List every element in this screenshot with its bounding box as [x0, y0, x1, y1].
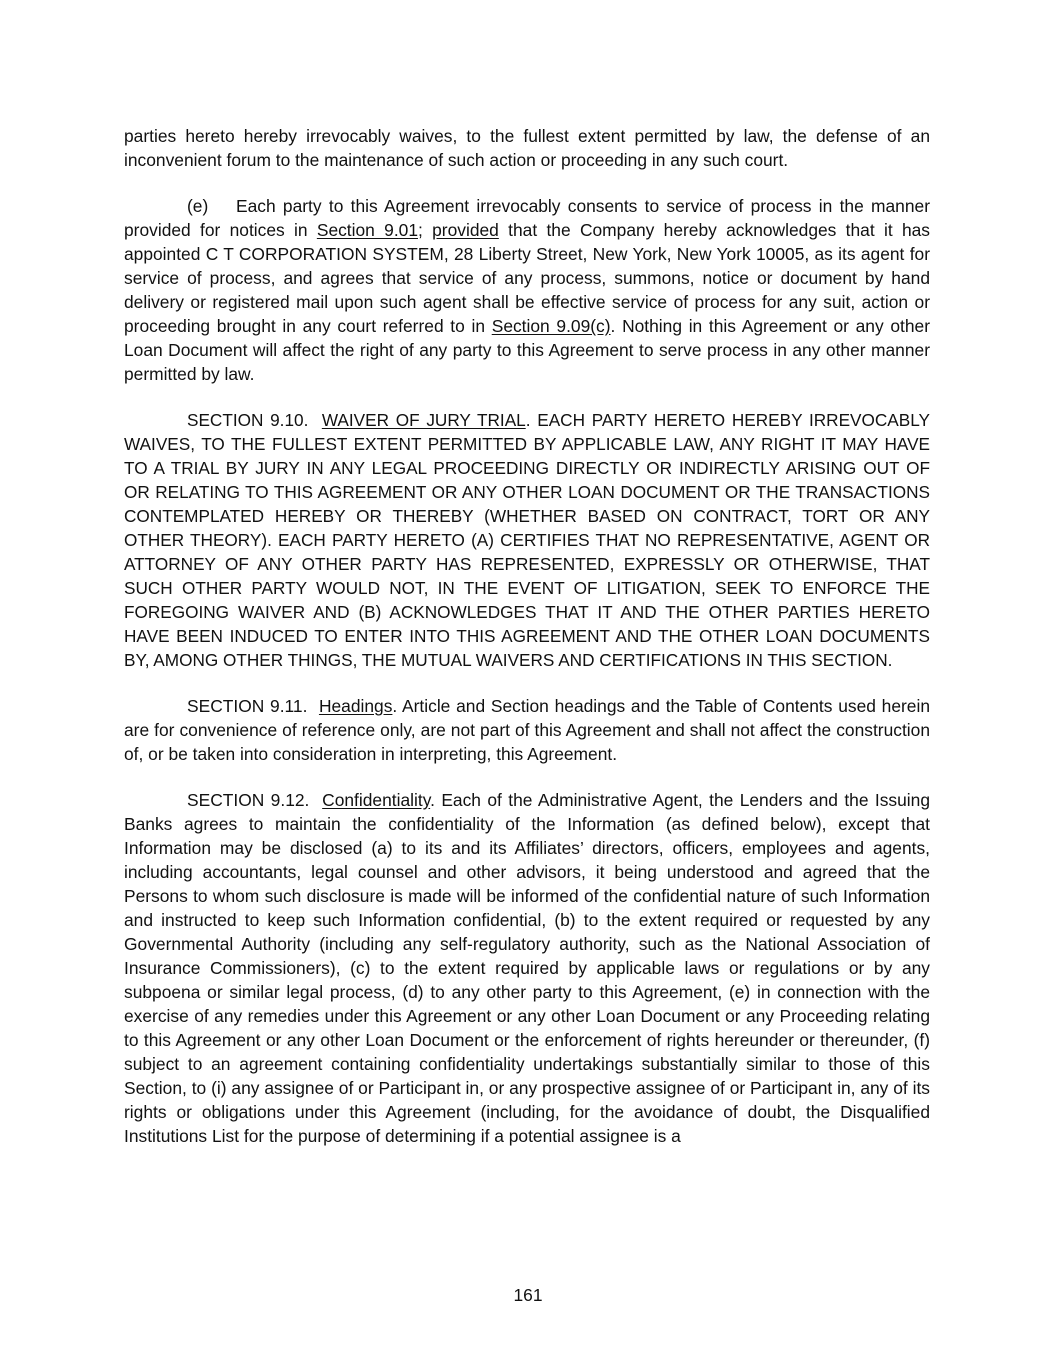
section-9-10-body: . EACH PARTY HERETO HEREBY IRREVOCABLY WAIVES, TO THE FULLEST EXTENT PERMITTED BY APPLICABLE LAW, ANY RIGHT IT MAY HAVE TO A TRIAL BY JURY IN ANY LEGAL PROCEEDING DIRECTLY OR INDIRECTLY ARISING OUT OF OR RELATING TO THIS AGREEMENT OR ANY OTHER LOAN DOCUMENT OR THE TRANSACTIONS CONTEMPLATED HEREBY OR THEREBY (WHETHER BASED ON CONTRACT, TORT OR ANY OTHER THEORY). EACH PARTY HERETO (A) CERTIFIES THAT NO REPRESENTATIVE, AGENT OR ATTORNEY OF ANY OTHER PARTY HAS REPRESENTED, EXPRESSLY OR OTHERWISE, THAT SUCH OTHER PARTY WOULD NOT, IN THE EVENT OF LITIGATION, SEEK TO ENFORCE THE FOREGOING WAIVER AND (B) ACKNOWLEDGES THAT IT AND THE OTHER PARTIES HERETO HAVE BEEN INDUCED TO ENTER INTO THIS AGREEMENT AND THE OTHER LOAN DOCUMENTS BY, AMONG OTHER THINGS, THE MUTUAL WAIVERS AND CERTIFICATIONS IN THIS SECTION.	[124, 410, 930, 670]
section-9-11-number: SECTION 9.11.	[187, 696, 308, 716]
continuation-paragraph	[124, 124, 930, 172]
paragraph-e-separator: ;	[418, 220, 433, 240]
section-9-09c-reference[interactable]: Section 9.09(c)	[491, 316, 611, 336]
section-9-10-number: SECTION 9.10.	[187, 410, 309, 430]
paragraph-e-text-a: Each party to this Agreement irrevocably consents to service of process in the manner provided for notices in	[124, 196, 930, 240]
provided-term: provided	[432, 220, 499, 240]
section-9-12-body: . Each of the Administrative Agent, the Lenders and the Issuing Banks agrees to maintain the confidentiality of the Information (as defined below), except that Information may be disclosed (a) to its and its Affiliates’ directors, officers, employees and agents, including accountants, legal counsel and other advisors, it being understood and agreed that the Persons to whom such disclosure is made will be informed of the confidential nature of such Information and instructed to keep such Information confidential, (b) to the extent required or requested by any Governmental Authority (including any self-regulatory authority, such as the National Association of Insurance Commissioners), (c) to the extent required by applicable laws or regulations or by any subpoena or similar legal process, (d) to any other party to this Agreement, (e) in connection with the exercise of any remedies under this Agreement or any other Loan Document or any Proceeding relating to this Agreement or any other Loan Document or the enforcement of rights hereunder or thereunder, (f) subject to an agreement containing confidentiality undertakings substantially similar to those of this Section, to (i) any assignee of or Participant in, or any prospective assignee of or Participant in, any of its rights or obligations under this Agreement (including, for the avoidance of doubt, the Disqualified Institutions List for the purpose of determining if a potential assignee is a	[124, 790, 930, 1146]
paragraph-e	[124, 194, 930, 386]
section-9-10-paragraph	[124, 408, 930, 672]
section-9-11-paragraph	[124, 694, 930, 766]
paragraph-e-text-b: that the Company hereby acknowledges that it has appointed C T CORPORATION SYSTEM, 28 Liberty Street, New York, New York 10005, as its agent for service of process, and agrees that service of any process, summons, notice or document by hand delivery or registered mail upon such agent shall be effective service of process for any suit, action or proceeding brought in any court referred to in	[124, 220, 930, 336]
section-9-01-reference[interactable]: Section 9.01	[316, 220, 418, 240]
paragraph-e-label: (e)	[187, 196, 209, 216]
document-page	[124, 124, 930, 1148]
section-9-12-heading: Confidentiality	[322, 790, 431, 810]
section-9-11-heading: Headings	[318, 696, 393, 716]
section-9-12-number: SECTION 9.12.	[187, 790, 310, 810]
section-9-10-heading: WAIVER OF JURY TRIAL	[321, 410, 526, 430]
section-9-12-paragraph	[124, 788, 930, 1148]
continuation-text: parties hereto hereby irrevocably waives, to the fullest extent permitted by law, the defense of an inconvenient forum to the maintenance of such action or proceeding in any such court.	[124, 126, 930, 170]
paragraph-e-text-c: . Nothing in this Agreement or any other Loan Document will affect the right of any party to this Agreement to serve process in any other manner permitted by law.	[124, 316, 930, 384]
page-number: 161	[513, 1285, 543, 1305]
section-9-11-body: . Article and Section headings and the Table of Contents used herein are for convenience of reference only, are not part of this Agreement and shall not affect the construction of, or be taken into consideration in interpreting, this Agreement.	[124, 696, 930, 764]
